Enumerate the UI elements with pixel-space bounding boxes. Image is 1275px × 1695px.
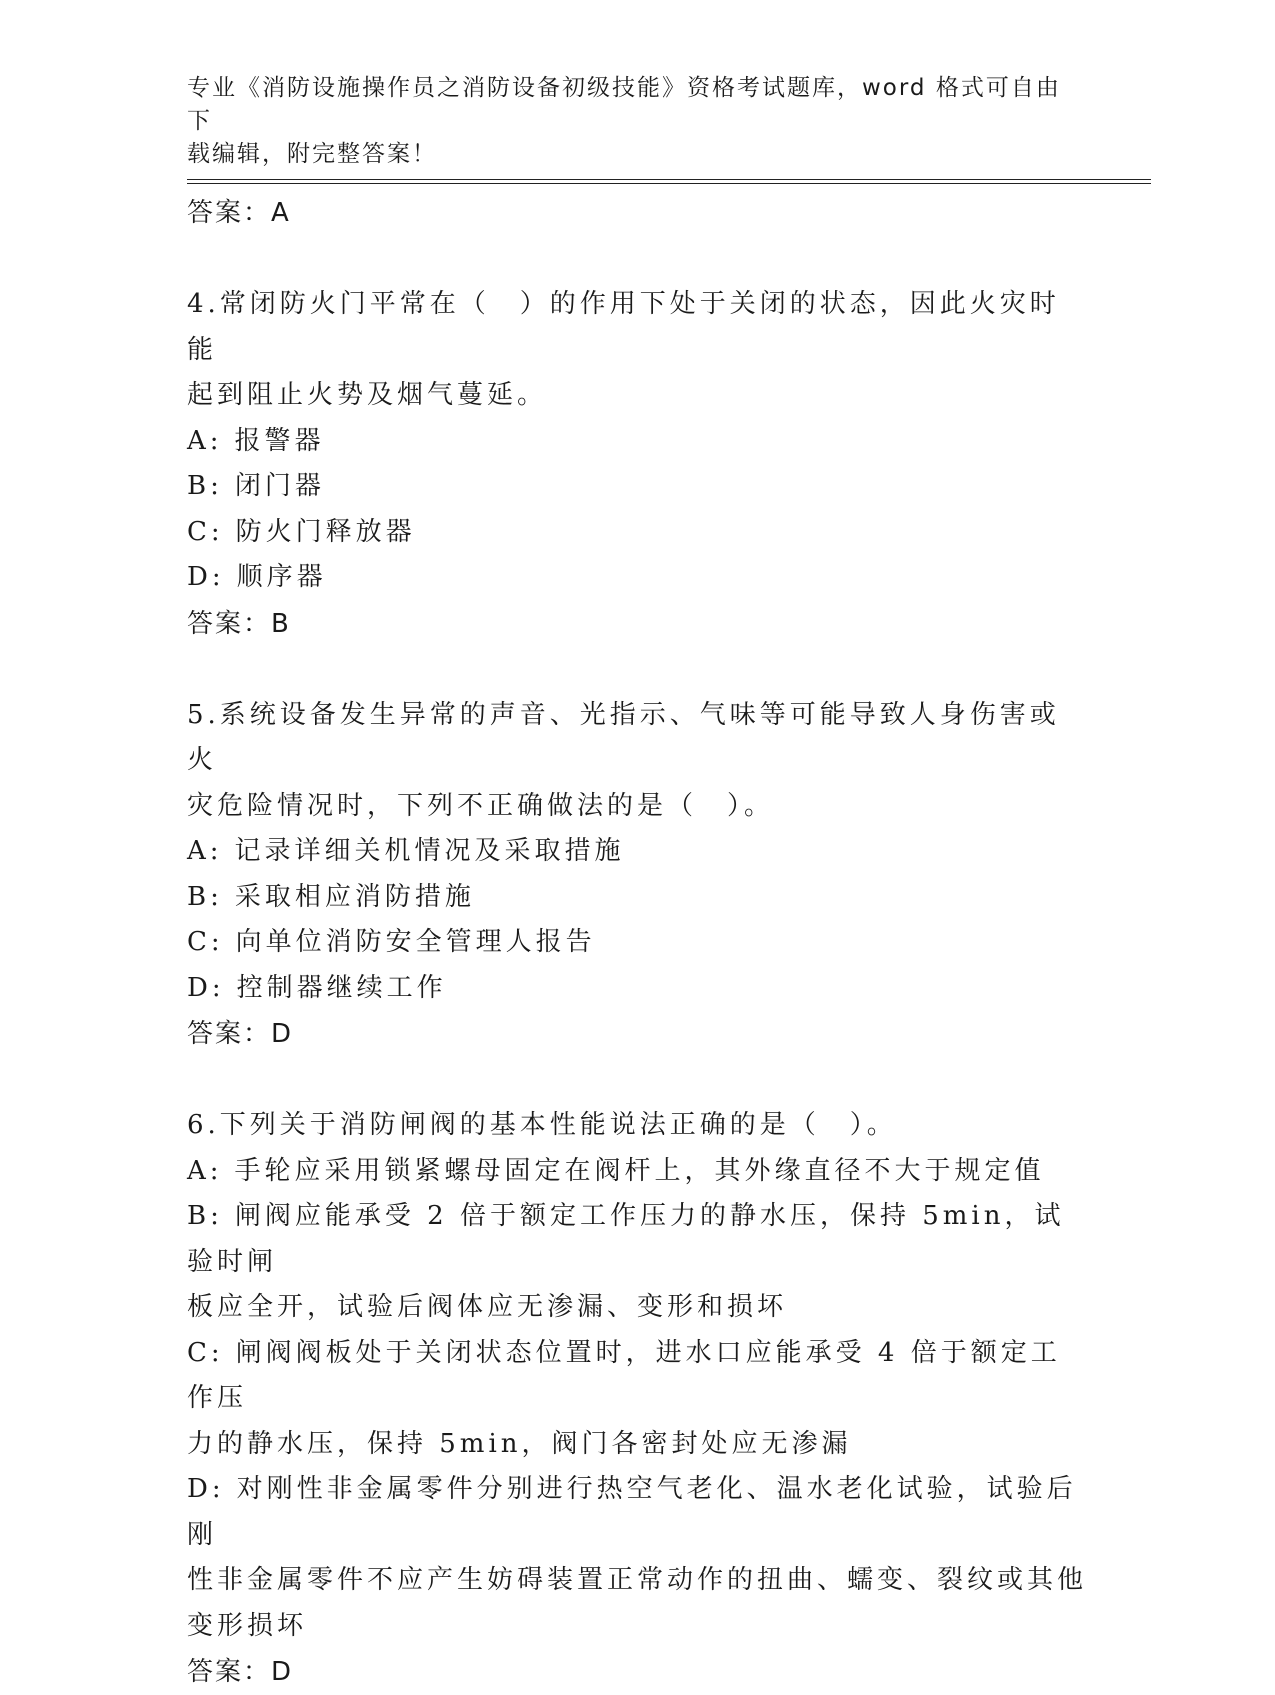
question-text-line: 5.系统设备发生异常的声音、光指示、气味等可能导致人身伤害或火 <box>187 699 1060 775</box>
option-label: D: <box>187 562 225 592</box>
option-text: 向单位消防安全管理人报告 <box>235 927 596 957</box>
page-header <box>187 72 1067 171</box>
question-6 <box>187 1103 1087 1695</box>
option-label: B: <box>187 1201 223 1231</box>
question-list <box>187 190 1087 1695</box>
header-line-2: 载编辑，附完整答案！ <box>187 141 437 167</box>
option-label: D: <box>187 1474 225 1504</box>
option-text: 报警器 <box>234 425 325 456</box>
previous-answer: 答案：A <box>187 198 291 228</box>
option-label: C: <box>187 1337 224 1368</box>
answer: 答案：D <box>187 1019 294 1049</box>
option-text: 顺序器 <box>236 562 327 592</box>
option-label: D: <box>187 972 225 1003</box>
option-a <box>187 419 1087 465</box>
option-d-continued: 性非金属零件不应产生妨碍装置正常动作的扭曲、蠕变、裂纹或其他 <box>187 1565 1088 1595</box>
option-b-continued: 板应全开，试验后阀体应无渗漏、变形和损坏 <box>187 1292 788 1322</box>
option-text: 控制器继续工作 <box>236 972 447 1003</box>
option-label: B: <box>187 881 223 912</box>
question-text-line: 起到阻止火势及烟气蔓延。 <box>187 380 548 410</box>
option-text: 采取相应消防措施 <box>234 881 475 912</box>
header-rule-top <box>187 179 1151 180</box>
option-label: C: <box>187 927 224 957</box>
answer: 答案：D <box>187 1657 294 1687</box>
option-c-continued: 力的静水压，保持 5min，阀门各密封处应无渗漏 <box>187 1428 852 1459</box>
question-text-line: 灾危险情况时，下列不正确做法的是（ ）。 <box>187 790 775 821</box>
option-text: 闭门器 <box>234 471 325 501</box>
option-label: A: <box>187 1155 223 1186</box>
option-d <box>187 1467 1087 1558</box>
option-d <box>187 966 1087 1012</box>
option-label: A: <box>187 836 223 866</box>
option-d-continued: 变形损坏 <box>187 1610 308 1641</box>
question-text-line: 6.下列关于消防闸阀的基本性能说法正确的是（ ）。 <box>187 1110 897 1140</box>
option-c <box>187 510 1087 556</box>
option-text: 记录详细关机情况及采取措施 <box>234 836 625 866</box>
option-text: 手轮应采用锁紧螺母固定在阀杆上，其外缘直径不大于规定值 <box>234 1155 1045 1186</box>
option-label: B: <box>187 471 223 501</box>
option-label: A: <box>187 425 223 456</box>
option-a <box>187 829 1087 875</box>
option-b <box>187 875 1087 921</box>
question-4 <box>187 282 1087 647</box>
option-c <box>187 920 1087 966</box>
option-c <box>187 1331 1087 1422</box>
question-5 <box>187 693 1087 1058</box>
answer: 答案：B <box>187 608 291 639</box>
option-text: 闸阀阀板处于关闭状态位置时，进水口应能承受 4 倍于额定工作压 <box>187 1337 1061 1413</box>
option-text: 对刚性非金属零件分别进行热空气老化、温水老化试验，试验后刚 <box>187 1474 1077 1550</box>
option-text: 闸阀应能承受 2 倍于额定工作压力的静水压，保持 5min，试验时闸 <box>187 1201 1065 1277</box>
header-line-1: 专业《消防设施操作员之消防设备初级技能》资格考试题库，word 格式可自由下 <box>187 75 1061 134</box>
option-text: 防火门释放器 <box>235 516 416 547</box>
option-d <box>187 555 1087 601</box>
option-b <box>187 464 1087 510</box>
option-a <box>187 1149 1087 1195</box>
option-label: C: <box>187 516 224 547</box>
option-b <box>187 1194 1087 1285</box>
header-rule-bottom <box>187 183 1151 184</box>
question-text-line: 4.常闭防火门平常在（ ）的作用下处于关闭的状态，因此火灾时能 <box>187 289 1060 365</box>
